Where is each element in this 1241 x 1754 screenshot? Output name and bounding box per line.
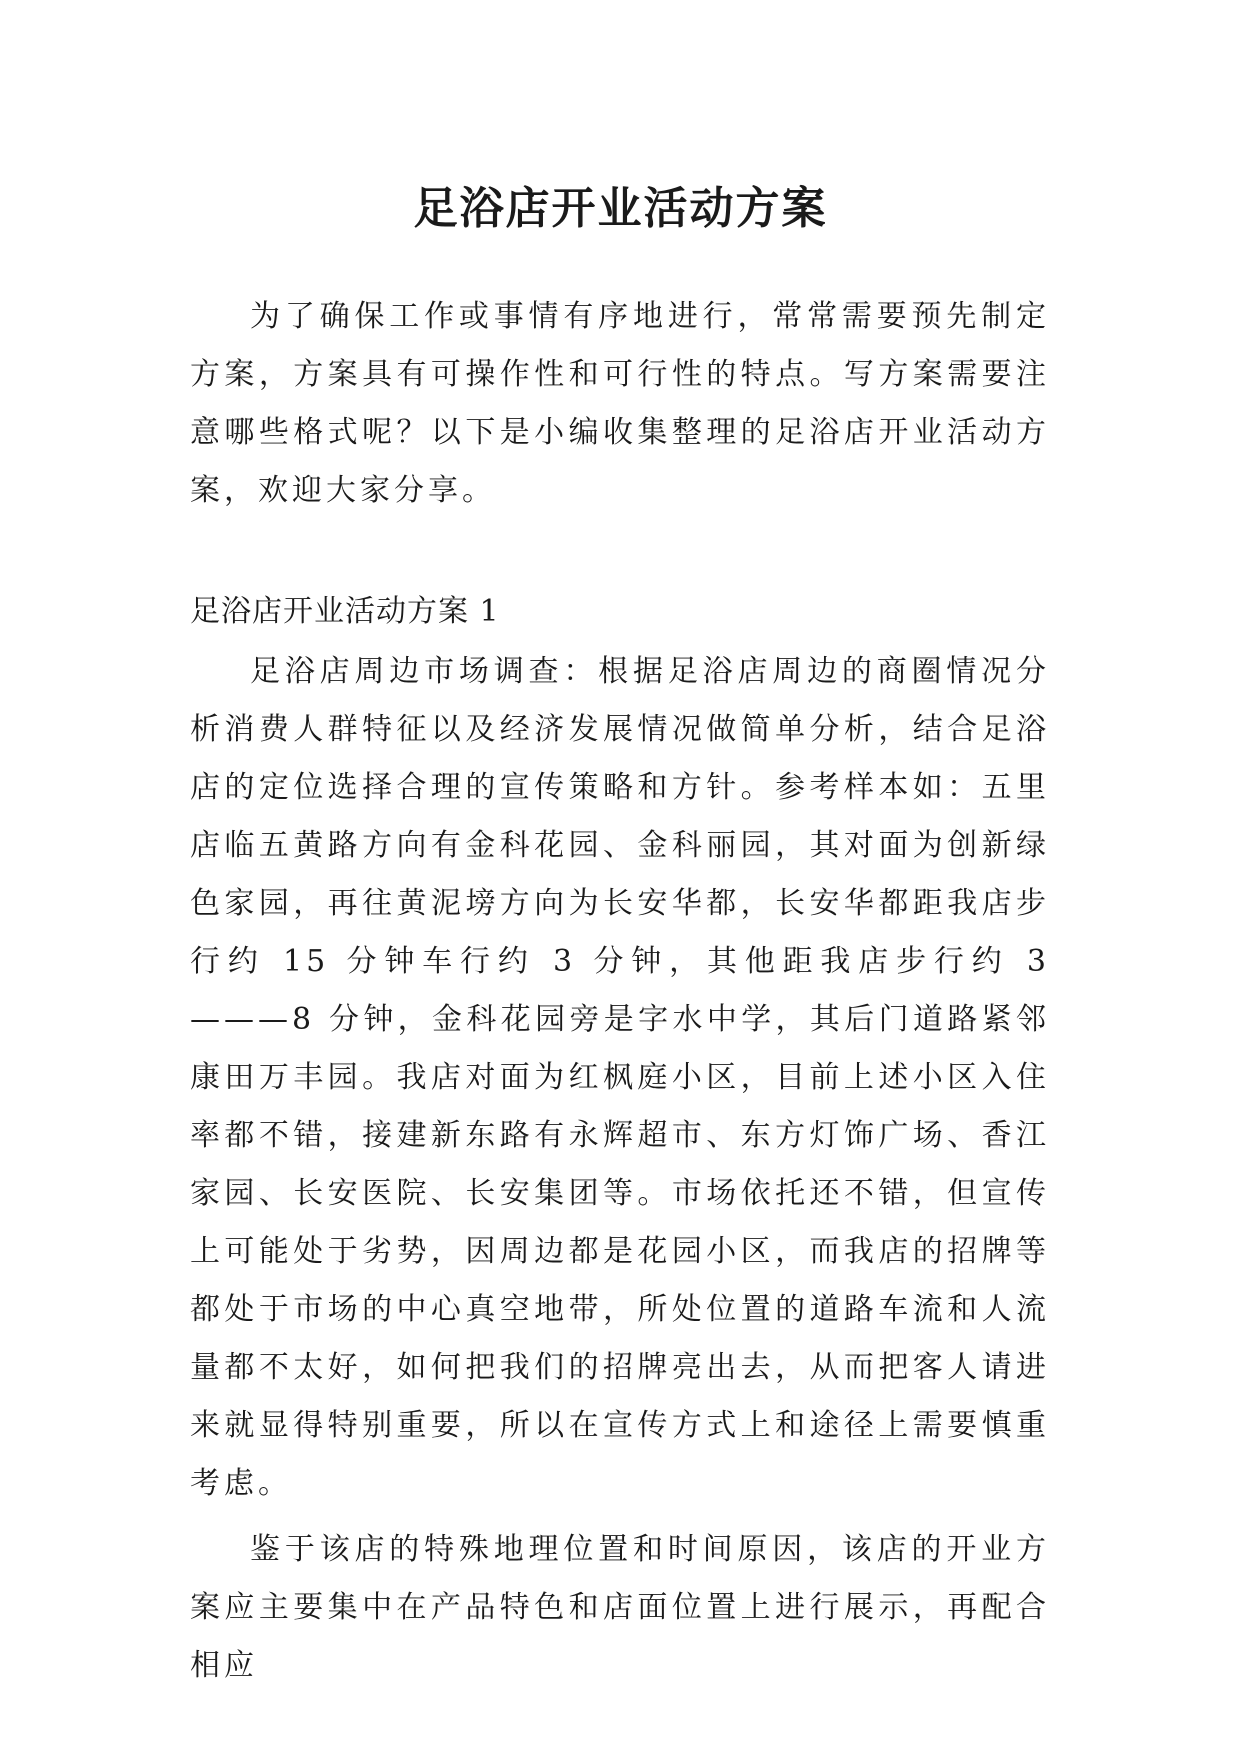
intro-block [190, 288, 1050, 520]
section-1 [190, 583, 1050, 1695]
body-paragraph: 足浴店周边市场调查：根据足浴店周边的商圈情况分析消费人群特征以及经济发展情况做简单分析，结合足浴店的定位选择合理的宣传策略和方针。参考样本如：五里店临五黄路方向有金科花园、金科丽园，其对面为创新绿色家园，再往黄泥塝方向为长安华都，长安华都距我店步行约 15 分钟车行约 3 分钟，其他距我店步行约 3———8 分钟，金科花园旁是字水中学，其后门道路紧邻康田万丰园。我店对面为红枫庭小区，目前上述小区入住率都不错，接建新东路有永辉超市、东方灯饰广场、香江家园、长安医院、长安集团等。市场依托还不错，但宣传上可能处于劣势，因周边都是花园小区，而我店的招牌等都处于市场的中心真空地带，所处位置的道路车流和人流量都不太好，如何把我们的招牌亮出去，从而把客人请进来就显得特别重要，所以在宣传方式上和途径上需要慎重考虑。 [190, 654, 1050, 1501]
document-title: 足浴店开业活动方案 [413, 183, 828, 235]
intro-paragraph: 为了确保工作或事情有序地进行，常常需要预先制定方案，方案具有可操作性和可行性的特点。写方案需要注意哪些格式呢？以下是小编收集整理的足浴店开业活动方案，欢迎大家分享。 [190, 299, 1050, 508]
body-paragraph: 鉴于该店的特殊地理位置和时间原因，该店的开业方案应主要集中在产品特色和店面位置上进行展示，再配合相应 [190, 1532, 1050, 1683]
section-heading: 足浴店开业活动方案 1 [190, 594, 500, 629]
